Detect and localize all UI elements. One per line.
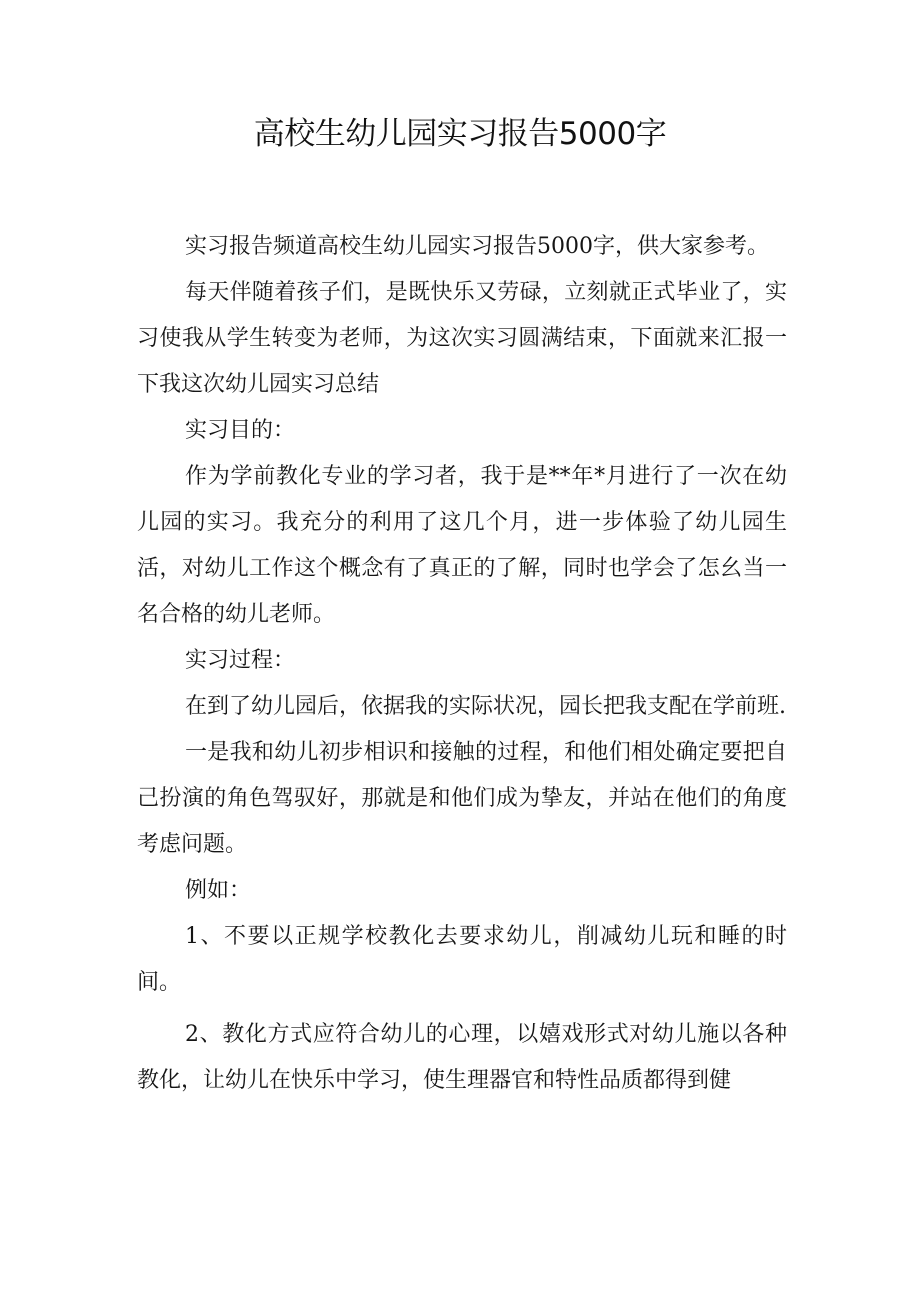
paragraph-intro: 实习报告频道高校生幼儿园实习报告5000字，供大家参考。 xyxy=(185,234,769,259)
heading-process: 实习过程： xyxy=(185,648,296,673)
paragraph-first-stage: 一是我和幼儿初步相识和接触的过程，和他们相处确定要把自己扮演的角色驾驭好，那就是和他们成为挚友，并站在他们的角度考虑问题。 xyxy=(137,740,787,857)
heading-example: 例如： xyxy=(185,878,252,903)
list-item-2: 2、教化方式应符合幼儿的心理，以嬉戏形式对幼儿施以各种教化，让幼儿在快乐中学习，使生理器官和特性品质都得到健 xyxy=(137,1022,787,1093)
document-body xyxy=(137,224,787,1104)
document-title: 高校生幼儿园实习报告5000字 xyxy=(253,116,667,152)
list-item-1: 1、不要以正规学校教化去要求幼儿，削减幼儿玩和睡的时间。 xyxy=(137,924,787,995)
paragraph-opening: 每天伴随着孩子们，是既快乐又劳碌，立刻就正式毕业了，实习使我从学生转变为老师，为这次实习圆满结束，下面就来汇报一下我这次幼儿园实习总结 xyxy=(137,280,787,397)
paragraph-purpose: 作为学前教化专业的学习者，我于是**年*月进行了一次在幼儿园的实习。我充分的利用了这几个月，进一步体验了幼儿园生活，对幼儿工作这个概念有了真正的了解，同时也学会了怎幺当一名合格的幼儿老师。 xyxy=(137,464,787,627)
heading-purpose: 实习目的： xyxy=(185,418,296,443)
paragraph-process: 在到了幼儿园后，依据我的实际状况，园长把我支配在学前班. xyxy=(185,694,786,719)
